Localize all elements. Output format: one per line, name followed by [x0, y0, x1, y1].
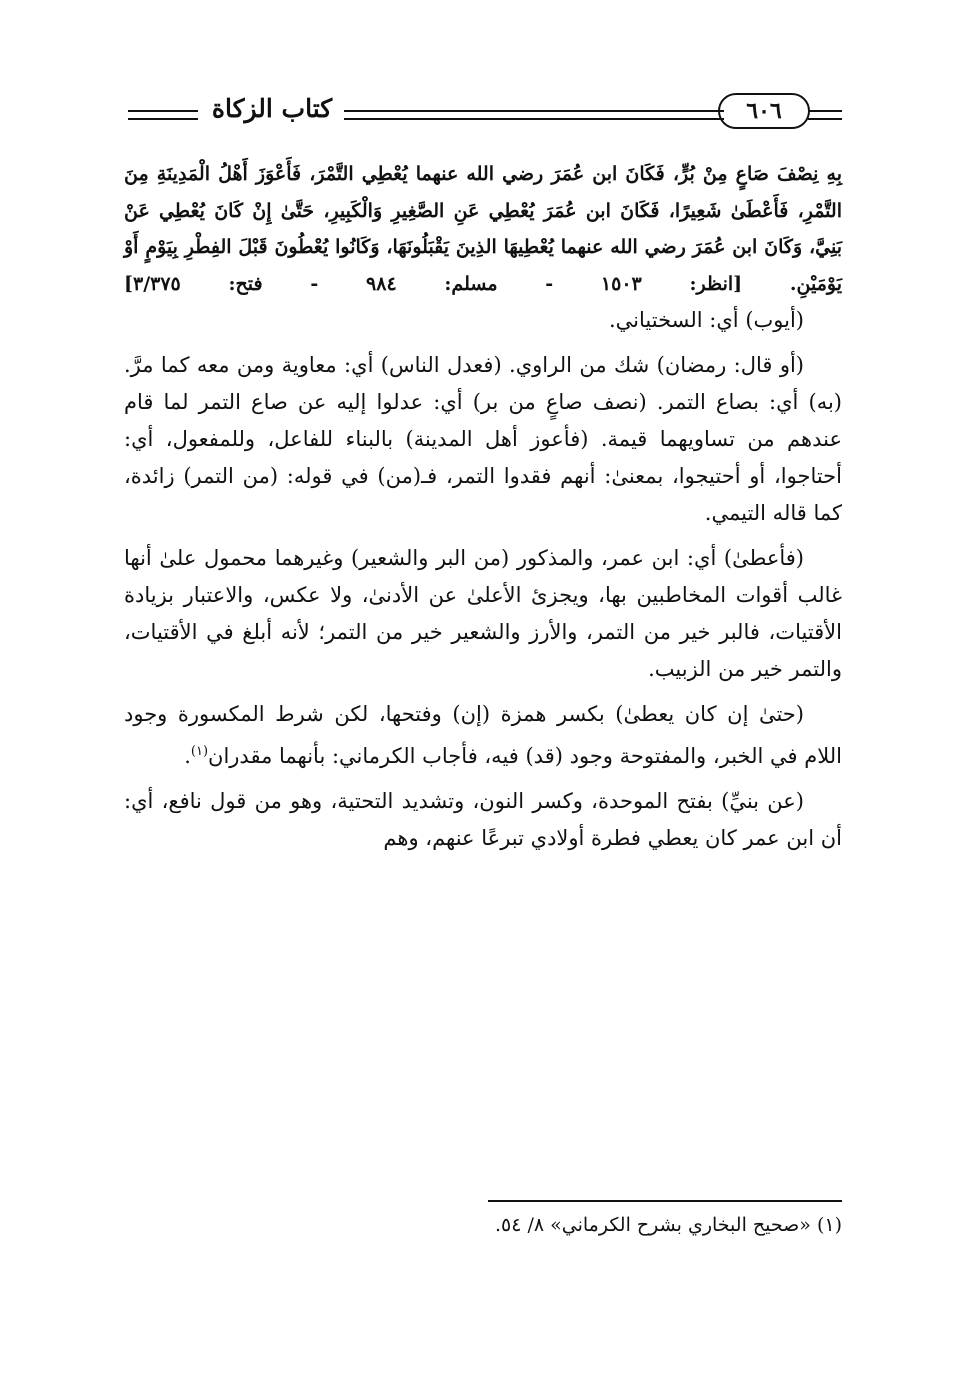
footnote-divider	[488, 1200, 842, 1202]
page-header	[118, 92, 842, 140]
footnote: (١) «صحيح البخاري بشرح الكرماني» ٨/ ٥٤.	[494, 1214, 842, 1236]
hadith-text	[124, 156, 842, 302]
paragraph-end: .	[184, 744, 191, 768]
paragraph-text: (حتىٰ إن كان يعطىٰ) بكسر همزة (إن) وفتحها، لكن شرط المكسورة وجود اللام في الخبر، والمفتوحة وجود (قد) فيه، فأجاب الكرماني: بأنهما مقدران	[124, 702, 842, 768]
hadith-body: بِهِ نِصْفَ صَاعٍ مِنْ بُرٍّ، فَكَانَ ابن عُمَرَ رضي الله عنهما يُعْطِي التَّمْرَ، فَأَعْوَزَ أَهْلُ الْمَدِينَةِ مِنَ التَّمْرِ، فَأَعْطَىٰ شَعِيرًا، فَكَانَ ابن عُمَرَ يُعْطِي عَنِ الصَّغِيرِ وَالْكَبِيرِ، حَتَّىٰ إِنْ كَانَ يُعْطِي عَنْ بَنِيَّ، وَكَانَ ابن عُمَرَ رضي الله عنهما يُعْطِيهَا الذِينَ يَقْبَلُونَهَا، وَكَانُوا يُعْطُونَ قَبْلَ الفِطْرِ بِيَوْمٍ أَوْ يَوْمَيْنِ.	[124, 163, 842, 295]
page-number: ٦٠٦	[718, 93, 810, 129]
header-rule-middle	[344, 110, 724, 120]
running-title: كتاب الزكاة	[211, 94, 333, 123]
commentary-paragraph: (أو قال: رمضان) شك من الراوي. (فعدل الناس) أي: معاوية ومن معه كما مرَّ. (به) أي: بصاع التمر. (نصف صاعٍ من بر) أي: عدلوا إليه عن صاع التمر لما قام عندهم من تساويهما قيمة. (فأعوز أهل المدينة) بالبناء للفاعل، وللمفعول، أي: أحتاجوا، أو أحتيجوا، بمعنىٰ: أنهم فقدوا التمر، فـ(من) في قوله: (من التمر) زائدة، كما قاله التيمي.	[124, 353, 842, 525]
commentary-paragraph: (عن بنيِّ) بفتح الموحدة، وكسر النون، وتشديد التحتية، وهو من قول نافع، أي: أن ابن عمر كان يعطي فطرة أولادي تبرعًا عنهم، وهم	[124, 789, 842, 850]
hadith-reference: [انظر: ١٥٠٣ - مسلم: ٩٨٤ - فتح: ٣/٣٧٥]	[124, 272, 743, 295]
header-rule-left	[128, 110, 198, 120]
commentary-paragraph: (أيوب) أي: السختياني.	[609, 308, 804, 332]
header-rule-right	[808, 110, 842, 120]
commentary-paragraph: (فأعطىٰ) أي: ابن عمر، والمذكور (من البر والشعير) وغيرهما محمول علىٰ أنها غالب أقوات المخاطبين بها، ويجزئ الأعلىٰ عن الأدنىٰ، ولا عكس، والاعتبار بزيادة الأقتيات، فالبر خير من التمر، والأرز والشعير خير من التمر؛ لأنه أبلغ في الأقتيات، والتمر خير من الزبيب.	[124, 546, 842, 681]
main-text	[124, 156, 842, 857]
commentary-paragraph	[124, 696, 842, 775]
footnote-marker: (١)	[190, 744, 209, 759]
